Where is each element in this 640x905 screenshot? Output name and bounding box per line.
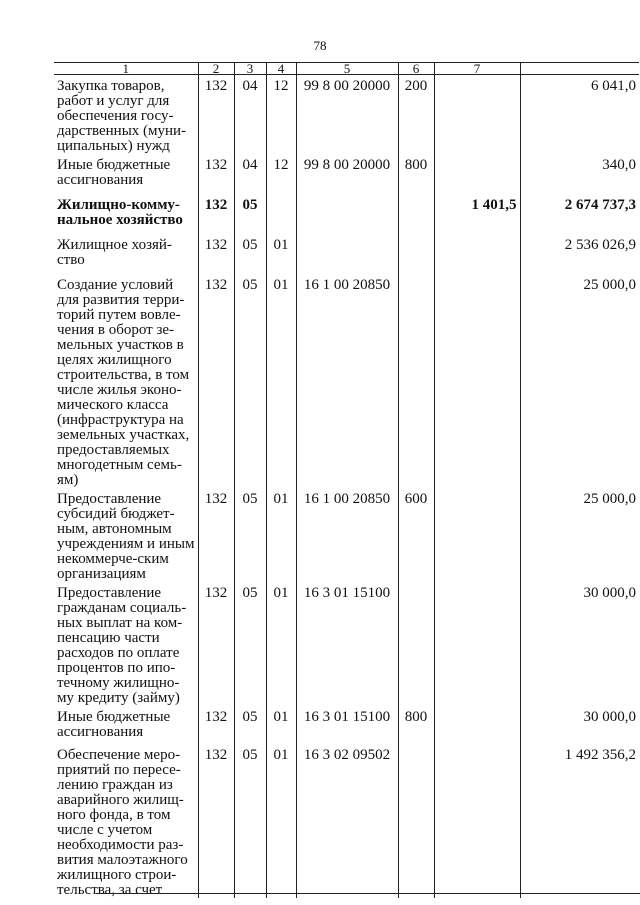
row-subsection-code bbox=[266, 194, 296, 234]
row-section-code: 04 bbox=[234, 75, 266, 155]
row-amount: 2 536 026,9 bbox=[520, 234, 639, 274]
row-name: Предоставление гражданам социаль-ных выплат на ком-пенсацию части расходов по оплате процентов по ипо-течному жилищно-му кредиту (займу) bbox=[57, 585, 187, 706]
row-section-code: 05 bbox=[234, 706, 266, 744]
row-subsection-code: 12 bbox=[266, 154, 296, 194]
table-row bbox=[54, 488, 639, 582]
row-subsection-code: 01 bbox=[266, 488, 296, 582]
column-header: 3 bbox=[234, 63, 266, 75]
row-amount: 340,0 bbox=[520, 154, 639, 194]
row-name: Иные бюджетные ассигнования bbox=[57, 709, 171, 740]
row-col7 bbox=[434, 75, 520, 155]
table-row bbox=[54, 706, 639, 744]
row-admin-code: 132 bbox=[198, 274, 234, 488]
row-section-code: 05 bbox=[234, 274, 266, 488]
row-expense-type bbox=[398, 582, 434, 706]
row-section-code: 05 bbox=[234, 488, 266, 582]
row-target-code: 16 1 00 20850 bbox=[296, 488, 398, 582]
bottom-rule bbox=[96, 893, 640, 894]
row-col7 bbox=[434, 274, 520, 488]
row-col7 bbox=[434, 582, 520, 706]
table-row bbox=[54, 234, 639, 274]
row-name: Обеспечение меро-приятий по пересе-лению граждан из аварийного жилищ-ного фонда, в том числе с учетом необходимости раз-вития малоэтажного жилищного строи-тельства, за счет bbox=[57, 747, 188, 898]
row-target-code: 99 8 00 20000 bbox=[296, 154, 398, 194]
row-name: Жилищное хозяй-ство bbox=[57, 237, 172, 268]
row-admin-code: 132 bbox=[198, 744, 234, 898]
table-row bbox=[54, 744, 639, 898]
table-row bbox=[54, 194, 639, 234]
row-col7 bbox=[434, 744, 520, 898]
table-row bbox=[54, 75, 639, 155]
row-expense-type bbox=[398, 274, 434, 488]
row-amount: 25 000,0 bbox=[520, 488, 639, 582]
row-section-code: 05 bbox=[234, 582, 266, 706]
row-section-code: 05 bbox=[234, 234, 266, 274]
row-expense-type bbox=[398, 234, 434, 274]
table-row bbox=[54, 582, 639, 706]
row-subsection-code: 01 bbox=[266, 274, 296, 488]
row-section-code: 05 bbox=[234, 194, 266, 234]
row-name: Жилищно-комму-нальное хозяйство bbox=[57, 197, 183, 228]
row-expense-type: 800 bbox=[398, 154, 434, 194]
row-expense-type bbox=[398, 744, 434, 898]
header-row bbox=[54, 63, 639, 75]
column-header: 7 bbox=[434, 63, 520, 75]
row-admin-code: 132 bbox=[198, 706, 234, 744]
row-target-code: 16 1 00 20850 bbox=[296, 274, 398, 488]
row-admin-code: 132 bbox=[198, 582, 234, 706]
row-expense-type: 200 bbox=[398, 75, 434, 155]
page-number: 78 bbox=[313, 38, 327, 53]
row-section-code: 05 bbox=[234, 744, 266, 898]
table-row bbox=[54, 274, 639, 488]
row-amount: 30 000,0 bbox=[520, 582, 639, 706]
row-target-code bbox=[296, 194, 398, 234]
row-name: Закупка товаров, работ и услуг для обеспечения госу-дарственных (муни-ципальных) нужд bbox=[57, 78, 187, 154]
row-subsection-code: 01 bbox=[266, 234, 296, 274]
row-section-code: 04 bbox=[234, 154, 266, 194]
table-row bbox=[54, 154, 639, 194]
row-amount: 30 000,0 bbox=[520, 706, 639, 744]
row-subsection-code: 01 bbox=[266, 744, 296, 898]
row-col7 bbox=[434, 234, 520, 274]
row-col7 bbox=[434, 706, 520, 744]
row-admin-code: 132 bbox=[198, 194, 234, 234]
budget-table bbox=[54, 62, 639, 898]
row-name: Иные бюджетные ассигнования bbox=[57, 157, 171, 188]
row-target-code: 16 3 01 15100 bbox=[296, 582, 398, 706]
row-target-code: 16 3 01 15100 bbox=[296, 706, 398, 744]
row-admin-code: 132 bbox=[198, 234, 234, 274]
row-subsection-code: 12 bbox=[266, 75, 296, 155]
column-header: 4 bbox=[266, 63, 296, 75]
row-subsection-code: 01 bbox=[266, 706, 296, 744]
row-target-code bbox=[296, 234, 398, 274]
column-header: 1 bbox=[54, 63, 198, 75]
row-expense-type: 800 bbox=[398, 706, 434, 744]
row-amount: 2 674 737,3 bbox=[520, 194, 639, 234]
column-header: 5 bbox=[296, 63, 398, 75]
column-header: 2 bbox=[198, 63, 234, 75]
column-header bbox=[520, 63, 639, 75]
row-col7 bbox=[434, 488, 520, 582]
row-expense-type: 600 bbox=[398, 488, 434, 582]
row-amount: 6 041,0 bbox=[520, 75, 639, 155]
row-admin-code: 132 bbox=[198, 154, 234, 194]
row-name: Создание условий для развития терри-торий путем вовле-чения в оборот зе-мельных участков в целях жилищного строительства, в том числе жилья эконо-мического класса (инфраструктура на земельных участках, предоставляемых многодетным семь-ям) bbox=[57, 277, 190, 488]
row-target-code: 99 8 00 20000 bbox=[296, 75, 398, 155]
row-subsection-code: 01 bbox=[266, 582, 296, 706]
row-target-code: 16 3 02 09502 bbox=[296, 744, 398, 898]
row-amount: 25 000,0 bbox=[520, 274, 639, 488]
column-header: 6 bbox=[398, 63, 434, 75]
row-col7 bbox=[434, 154, 520, 194]
row-col7: 1 401,5 bbox=[434, 194, 520, 234]
row-expense-type bbox=[398, 194, 434, 234]
row-name: Предоставление субсидий бюджет-ным, автономным учреждениям и иным некоммерче-ским организациям bbox=[57, 491, 195, 582]
row-admin-code: 132 bbox=[198, 75, 234, 155]
row-admin-code: 132 bbox=[198, 488, 234, 582]
row-amount: 1 492 356,2 bbox=[520, 744, 639, 898]
